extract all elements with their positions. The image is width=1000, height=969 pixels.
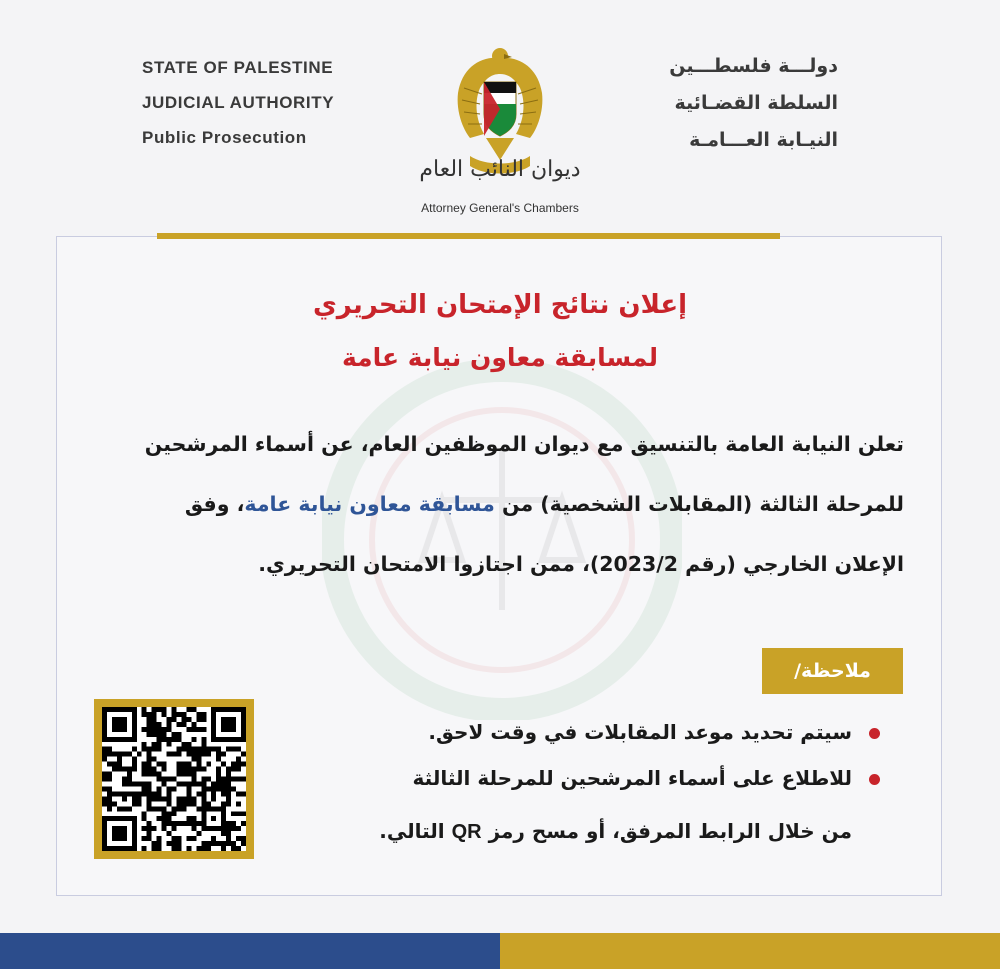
bullet-2-continuation [320, 804, 880, 850]
bullet-1-text: سيتم تحديد موعد المقابلات في وقت لاحق. [428, 720, 852, 744]
chamber-arabic-title: ديوان النائب العام [419, 157, 581, 182]
header-arabic [618, 52, 838, 163]
header-en-line-state: STATE OF PALESTINE [142, 58, 334, 77]
red-dot-icon [869, 728, 880, 739]
body-line-2-post: ، وفق [184, 492, 245, 516]
header-en-line-prosecution: Public Prosecution [142, 128, 307, 147]
announcement-subtitle: لمسابقة معاون نيابة عامة [341, 343, 659, 372]
header-ar-line-prosecution: النيـابة العـــامـة [689, 129, 838, 151]
red-dot-icon [869, 774, 880, 785]
announcement-body [96, 414, 904, 594]
header-ar-line-judicial: السلطة القضـائية [674, 92, 838, 114]
footer-gold-stripe [500, 933, 1000, 969]
qr-word: QR [451, 821, 482, 843]
competition-highlight: مسابقة معاون نيابة عامة [244, 492, 495, 516]
bullet-2-cont-post: التالي. [379, 819, 452, 843]
note-bullets [320, 712, 880, 850]
bullet-item [320, 758, 880, 804]
bullet-2-text: للاطلاع على أسماء المرشحين للمرحلة الثالثة [412, 766, 852, 790]
body-line-1: تعلن النيابة العامة بالتنسيق مع ديوان الموظفين العام، عن أسماء المرشحين [144, 432, 904, 456]
note-label: ملاحظة/ [762, 648, 903, 694]
header-english [142, 56, 342, 161]
chamber-english-title: Attorney General's Chambers [421, 201, 579, 215]
body-line-2 [96, 474, 904, 534]
qr-code-frame[interactable] [94, 699, 254, 859]
bullet-2-cont-pre: من خلال الرابط المرفق، أو مسح رمز [481, 819, 852, 843]
gold-divider [157, 233, 780, 239]
body-line-2-pre: للمرحلة الثالثة (المقابلات الشخصية) من [494, 492, 904, 516]
body-line-3: الإعلان الخارجي (رقم 2023/2)، ممن اجتازوا الامتحان التحريري. [258, 552, 904, 576]
qr-code-icon[interactable] [102, 707, 246, 851]
footer-blue-stripe [0, 933, 500, 969]
announcement-title: إعلان نتائج الإمتحان التحريري [312, 290, 688, 320]
header-en-line-judicial: JUDICIAL AUTHORITY [142, 93, 335, 112]
header-ar-line-state: دولـــة فلسطـــين [669, 55, 838, 77]
bullet-item [320, 712, 880, 758]
